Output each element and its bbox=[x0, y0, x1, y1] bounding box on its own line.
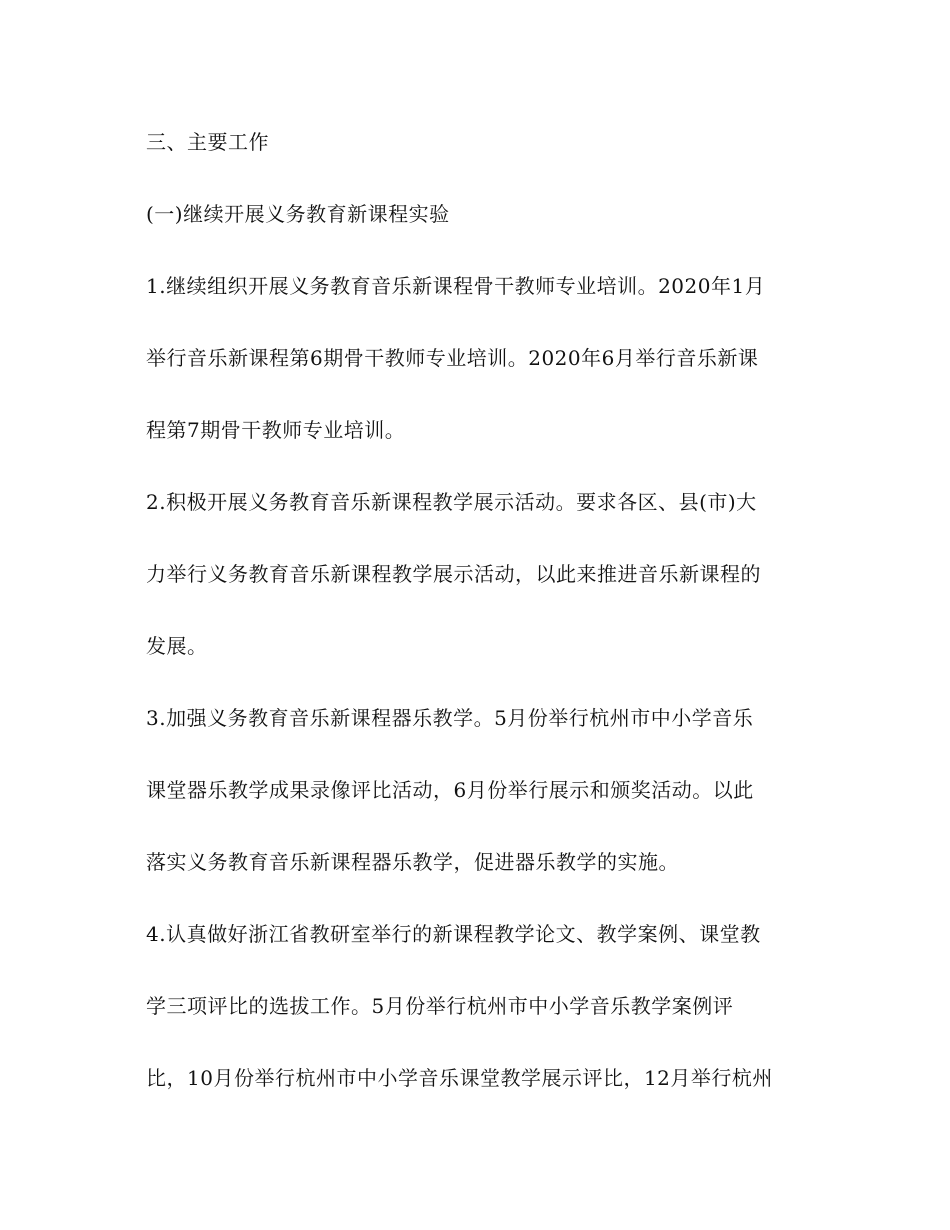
paragraph-line: 比，10月份举行杭州市中小学音乐课堂教学展示评比，12月举行杭州 bbox=[146, 1066, 773, 1090]
paragraph-line: 力举行义务教育音乐新课程教学展示活动，以此来推进音乐新课程的 bbox=[146, 562, 761, 586]
paragraph-line: 课堂器乐教学成果录像评比活动，6月份举行展示和颁奖活动。以此 bbox=[146, 778, 754, 802]
paragraph-line: 举行音乐新课程第6期骨干教师专业培训。2020年6月举行音乐新课 bbox=[146, 346, 759, 370]
paragraph-line: 1.继续组织开展义务教育音乐新课程骨干教师专业培训。2020年1月 bbox=[146, 274, 766, 298]
section-heading: 三、主要工作 bbox=[146, 130, 269, 154]
paragraph-line: 4.认真做好浙江省教研室举行的新课程教学论文、教学案例、课堂教 bbox=[146, 922, 761, 946]
paragraph-line: 2.积极开展义务教育音乐新课程教学展示活动。要求各区、县(市)大 bbox=[146, 490, 757, 514]
paragraph-line: 落实义务教育音乐新课程器乐教学，促进器乐教学的实施。 bbox=[146, 850, 679, 874]
paragraph-line: 程第7期骨干教师专业培训。 bbox=[146, 418, 406, 442]
subsection-heading: (一)继续开展义务教育新课程实验 bbox=[146, 202, 450, 226]
paragraph-line: 发展。 bbox=[146, 634, 208, 658]
paragraph-line: 3.加强义务教育音乐新课程器乐教学。5月份举行杭州市中小学音乐 bbox=[146, 706, 754, 730]
paragraph-line: 学三项评比的选拔工作。5月份举行杭州市中小学音乐教学案例评 bbox=[146, 994, 734, 1018]
